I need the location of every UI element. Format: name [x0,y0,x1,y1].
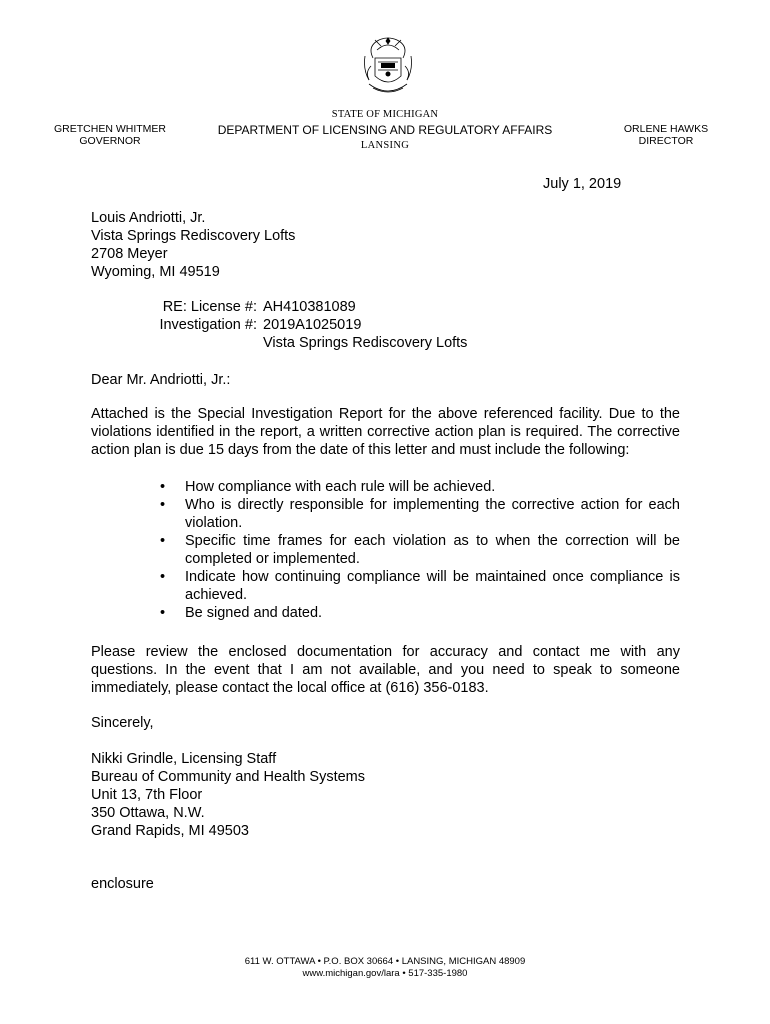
recipient-name: Louis Andriotti, Jr. [91,210,206,226]
re-values [263,298,467,352]
license-label: RE: License #: [162,299,257,315]
director-name: ORLENE HAWKS [623,123,709,135]
closing: Sincerely, [91,715,154,731]
list-item-text: How compliance with each rule will be achieved. [185,479,496,495]
enclosure-note: enclosure [91,876,154,892]
footer-address: 611 W. OTTAWA • P.O. BOX 30664 • LANSING, MICHIGAN 48909 [244,956,526,967]
bullet-icon: • [160,533,166,549]
list-item-text: Who is directly responsible for implementing the corrective action for each violation. [185,497,680,531]
state-line: STATE OF MICHIGAN [331,109,439,120]
license-number: AH410381089 [263,299,356,315]
list-item-text: Specific time frames for each violation as to when the correction will be completed or implemented. [185,533,680,567]
list-item [160,604,680,622]
signer-bureau: Bureau of Community and Health Systems [91,769,366,785]
recipient-street: 2708 Meyer [91,246,168,262]
signer-city: Grand Rapids, MI 49503 [91,823,249,839]
signer-street: 350 Ottawa, N.W. [91,805,205,821]
governor-block [40,123,180,147]
paragraph-requirements: Attached is the Special Investigation Report for the above referenced facility. Due to the violations identified in the report, a written corrective action plan is required. The corrective action plan is due 15 days from the date of this letter and must include the following: [91,406,680,458]
letter-date: July 1, 2019 [543,176,622,192]
bullet-icon: • [160,497,166,513]
recipient-facility: Vista Springs Rediscovery Lofts [91,228,296,244]
recipient-address [91,209,295,281]
state-seal-logo [359,36,417,98]
investigation-label: Investigation #: [159,317,257,333]
re-labels [140,298,257,334]
list-item [160,568,680,604]
director-block [596,123,736,147]
investigation-number: 2019A1025019 [263,317,362,333]
director-title: DIRECTOR [638,135,694,147]
list-item-text: Be signed and dated. [185,605,323,621]
signer-name: Nikki Grindle, Licensing Staff [91,751,277,767]
list-item [160,532,680,568]
bullet-icon: • [160,605,166,621]
city-line: LANSING [360,140,410,151]
footer-contact: www.michigan.gov/lara • 517-335-1980 [302,968,468,979]
governor-name: GRETCHEN WHITMER [54,123,166,135]
salutation: Dear Mr. Andriotti, Jr.: [91,372,231,388]
signer-unit: Unit 13, 7th Floor [91,787,203,803]
re-facility: Vista Springs Rediscovery Lofts [263,335,468,351]
paragraph-contact: Please review the enclosed documentation for accuracy and contact me with any questions. In the event that I am not available, and you need to speak to someone immediately, please contact the local office at (616) 356-0183. [91,644,680,696]
recipient-city: Wyoming, MI 49519 [91,264,220,280]
list-item [160,496,680,532]
governor-title: GOVERNOR [79,135,141,147]
department-name: DEPARTMENT OF LICENSING AND REGULATORY AFFAIRS [217,123,553,137]
list-item [160,478,680,496]
bullet-icon: • [160,479,166,495]
signature-block [91,750,365,840]
list-item-text: Indicate how continuing compliance will be maintained once compliance is achieved. [185,569,680,603]
bullet-icon: • [160,569,166,585]
requirements-list [160,478,680,622]
